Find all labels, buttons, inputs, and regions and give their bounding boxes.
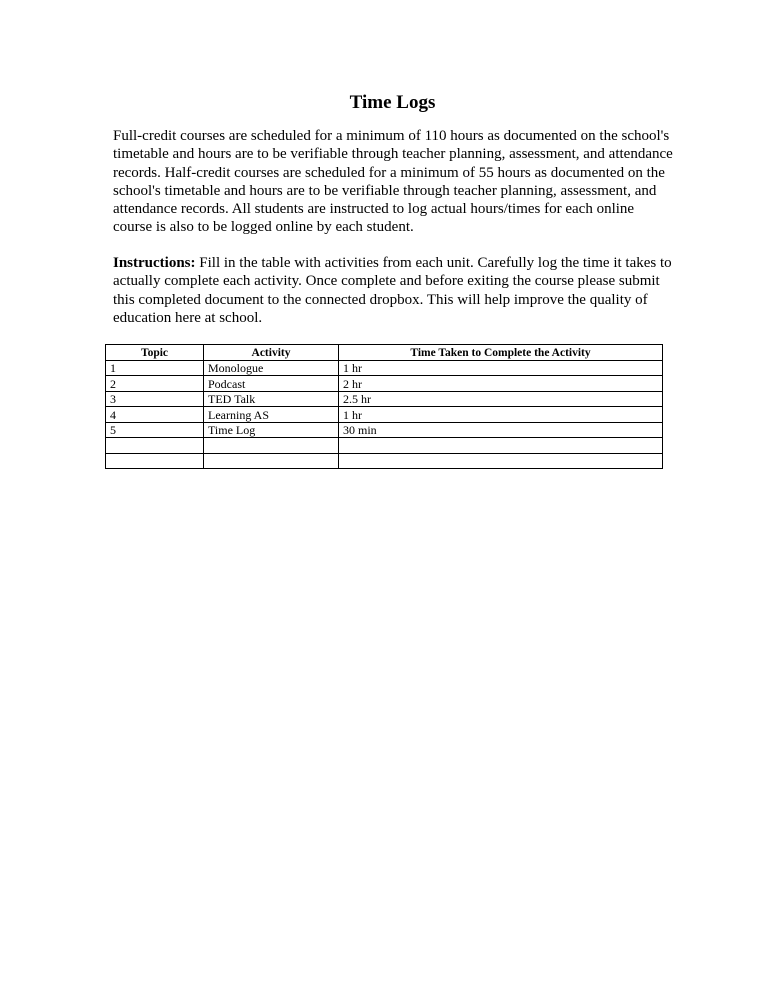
cell-topic[interactable]: 5 — [106, 422, 204, 438]
cell-time[interactable] — [339, 438, 663, 454]
cell-activity[interactable]: Time Log — [204, 422, 339, 438]
table-row-empty — [106, 453, 663, 469]
cell-topic[interactable]: 1 — [106, 360, 204, 376]
cell-activity[interactable]: TED Talk — [204, 391, 339, 407]
instructions-label: Instructions: — [113, 255, 196, 271]
cell-activity[interactable]: Monologue — [204, 360, 339, 376]
table-row — [106, 391, 663, 407]
table-row-empty — [106, 438, 663, 454]
cell-topic[interactable] — [106, 438, 204, 454]
table-row — [106, 422, 663, 438]
page-title: Time Logs — [349, 92, 436, 113]
cell-activity[interactable]: Podcast — [204, 376, 339, 392]
cell-topic[interactable]: 4 — [106, 407, 204, 423]
cell-topic[interactable]: 3 — [106, 391, 204, 407]
table-row — [106, 360, 663, 376]
policy-paragraph: Full-credit courses are scheduled for a minimum of 110 hours as documented on the school's timetable and hours are to be verifiable through teacher planning, assessment, and attendance records. Half-credit courses are scheduled for a minimum of 55 hours as documented on the school's timetable and hours are to be verifiable through teacher planning, assessment, and attendance records. All students are instructed to log actual hours/times for each online course is also to be logged online by each student. — [113, 128, 673, 236]
cell-time[interactable]: 1 hr — [339, 360, 663, 376]
cell-activity[interactable] — [204, 438, 339, 454]
cell-topic[interactable]: 2 — [106, 376, 204, 392]
header-time: Time Taken to Complete the Activity — [339, 345, 663, 361]
cell-time[interactable]: 1 hr — [339, 407, 663, 423]
cell-time[interactable]: 30 min — [339, 422, 663, 438]
table-row — [106, 407, 663, 423]
header-activity: Activity — [204, 345, 339, 361]
table-row — [106, 376, 663, 392]
cell-topic[interactable] — [106, 453, 204, 469]
time-log-table — [105, 344, 663, 469]
instructions-text: Fill in the table with activities from each unit. Carefully log the time it takes to actually complete each activity. Once complete and before exiting the course please submit this completed document to the connected dropbox. This will help improve the quality of education here at school. — [113, 255, 672, 326]
instructions-paragraph — [113, 254, 673, 327]
table-header-row — [106, 345, 663, 361]
cell-time[interactable]: 2 hr — [339, 376, 663, 392]
cell-activity[interactable] — [204, 453, 339, 469]
cell-time[interactable]: 2.5 hr — [339, 391, 663, 407]
header-topic: Topic — [106, 345, 204, 361]
cell-time[interactable] — [339, 453, 663, 469]
cell-activity[interactable]: Learning AS — [204, 407, 339, 423]
